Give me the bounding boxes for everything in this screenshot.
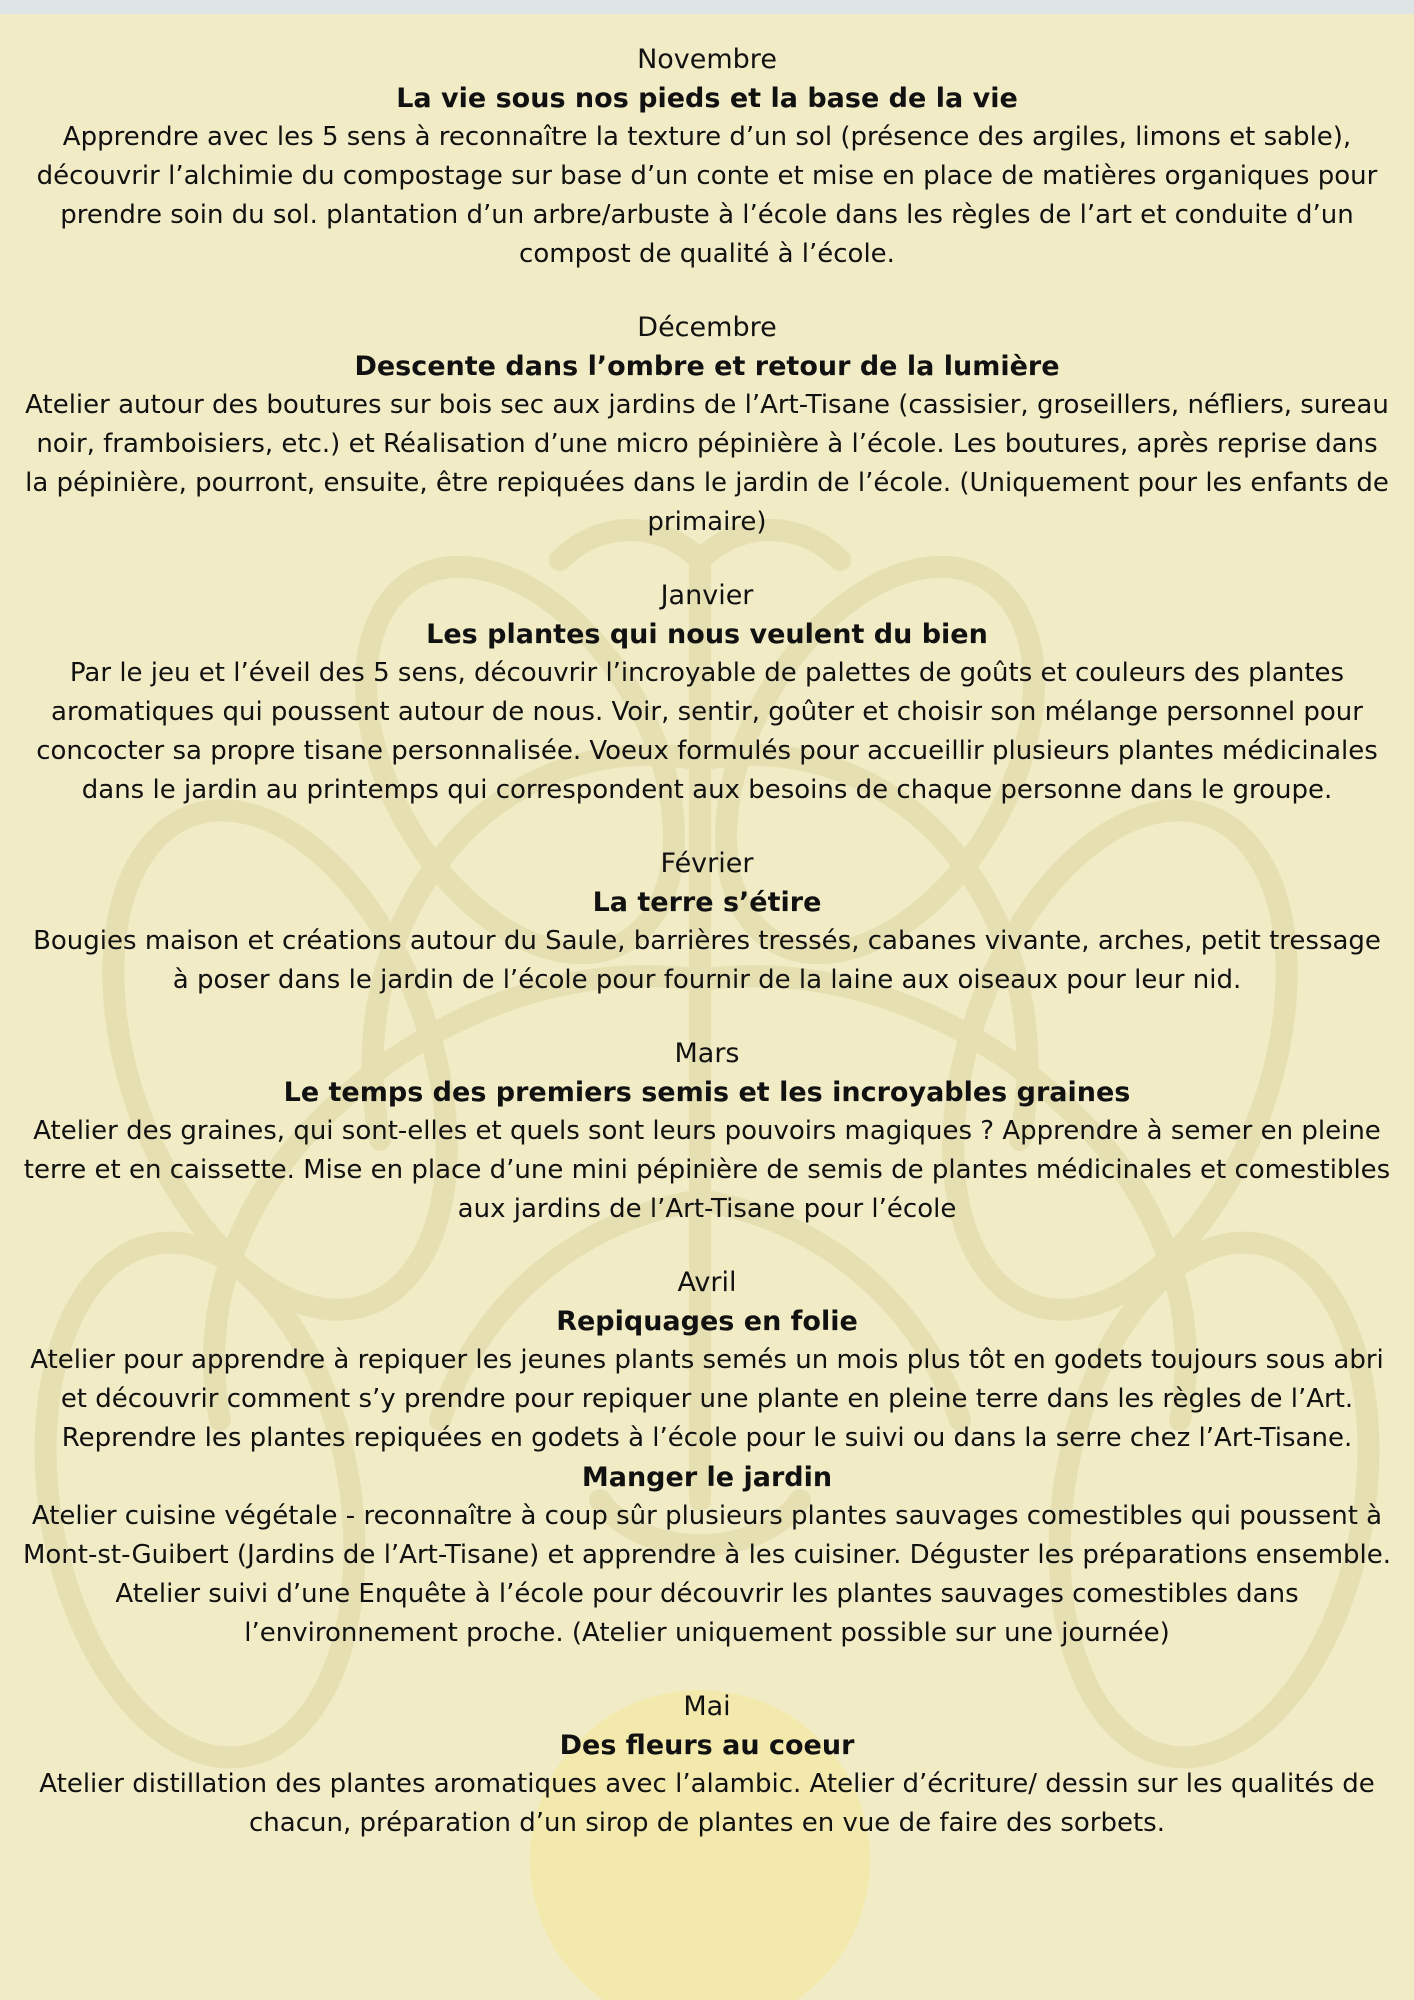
workshop-title: Manger le jardin xyxy=(581,1462,833,1493)
month-section-novembre xyxy=(22,40,1392,274)
workshop-title: Le temps des premiers semis et les incroyables graines xyxy=(283,1077,1131,1108)
workshop-description: Atelier distillation des plantes aromatiques avec l’alambic. Atelier d’écriture/ dessin sur les qualités de chacun, préparation d’un sirop de plantes en vue de faire des sorbets. xyxy=(39,1769,1375,1838)
workshop-description: Atelier pour apprendre à repiquer les jeunes plants semés un mois plus tôt en godets toujours sous abri et découvrir comment s’y prendre pour repiquer une plante en pleine terre dans les règles de l’Art. Reprendre les plantes repiquées en godets à l’école pour le suivi ou dans la serre chez l’Art-Tisane. xyxy=(30,1345,1384,1453)
workshop-title: La terre s’étire xyxy=(592,887,822,918)
month-section-janvier xyxy=(22,576,1392,810)
month-heading: Février xyxy=(660,848,754,879)
program-content xyxy=(22,40,1392,1877)
workshop-description: Bougies maison et créations autour du Saule, barrières tressés, cabanes vivante, arches, petit tressage à poser dans le jardin de l’école pour fournir de la laine aux oiseaux pour leur nid. xyxy=(33,926,1381,995)
month-heading: Janvier xyxy=(660,580,754,611)
month-section-mai xyxy=(22,1687,1392,1843)
workshop-description: Atelier des graines, qui sont-elles et quels sont leurs pouvoirs magiques ? Apprendre à semer en pleine terre et en caissette. Mise en place d’une mini pépinière de semis de plantes médicinales et comestibles aux jardins de l’Art-Tisane pour l’école xyxy=(23,1116,1391,1224)
month-section-fevrier xyxy=(22,844,1392,1000)
month-heading: Mars xyxy=(674,1038,740,1069)
workshop-title: Descente dans l’ombre et retour de la lumière xyxy=(354,351,1060,382)
workshop-description: Par le jeu et l’éveil des 5 sens, découvrir l’incroyable de palettes de goûts et couleurs des plantes aromatiques qui poussent autour de nous. Voir, sentir, goûter et choisir son mélange personnel pour concocter sa propre tisane personnalisée. Voeux formulés pour accueillir plusieurs plantes médicinales dans le jardin au printemps qui correspondent aux besoins de chaque personne dans le groupe. xyxy=(36,658,1378,805)
workshop-description: Apprendre avec les 5 sens à reconnaître la texture d’un sol (présence des argiles, limons et sable), découvrir l’alchimie du compostage sur base d’un conte et mise en place de matières organiques pour prendre soin du sol. plantation d’un arbre/arbuste à l’école dans les règles de l’art et conduite d’un compost de qualité à l’école. xyxy=(36,122,1378,269)
workshop-description: Atelier cuisine végétale - reconnaître à coup sûr plusieurs plantes sauvages comestibles qui poussent à Mont-st-Guibert (Jardins de l’Art-Tisane) et apprendre à les cuisiner. Déguster les préparations ensemble. Atelier suivi d’une Enquête à l’école pour découvrir les plantes sauvages comestibles dans l’environnement proche. (Atelier uniquement possible sur une journée) xyxy=(22,1501,1392,1648)
workshop-title: Des fleurs au coeur xyxy=(559,1730,855,1761)
month-section-decembre xyxy=(22,308,1392,542)
month-heading: Avril xyxy=(677,1267,737,1298)
workshop-title: La vie sous nos pieds et la base de la vie xyxy=(396,83,1018,114)
month-heading: Novembre xyxy=(637,44,777,75)
workshop-title: Repiquages en folie xyxy=(556,1306,858,1337)
month-section-mars xyxy=(22,1034,1392,1229)
month-heading: Mai xyxy=(683,1691,731,1722)
workshop-description: Atelier autour des boutures sur bois sec aux jardins de l’Art-Tisane (cassisier, groseillers, néfliers, sureau noir, framboisiers, etc.) et Réalisation d’une micro pépinière à l’école. Les boutures, après reprise dans la pépinière, pourront, ensuite, être repiquées dans le jardin de l’école. (Uniquement pour les enfants de primaire) xyxy=(25,390,1389,537)
workshop-title: Les plantes qui nous veulent du bien xyxy=(426,619,988,650)
month-section-avril xyxy=(22,1263,1392,1653)
month-heading: Décembre xyxy=(637,312,777,343)
